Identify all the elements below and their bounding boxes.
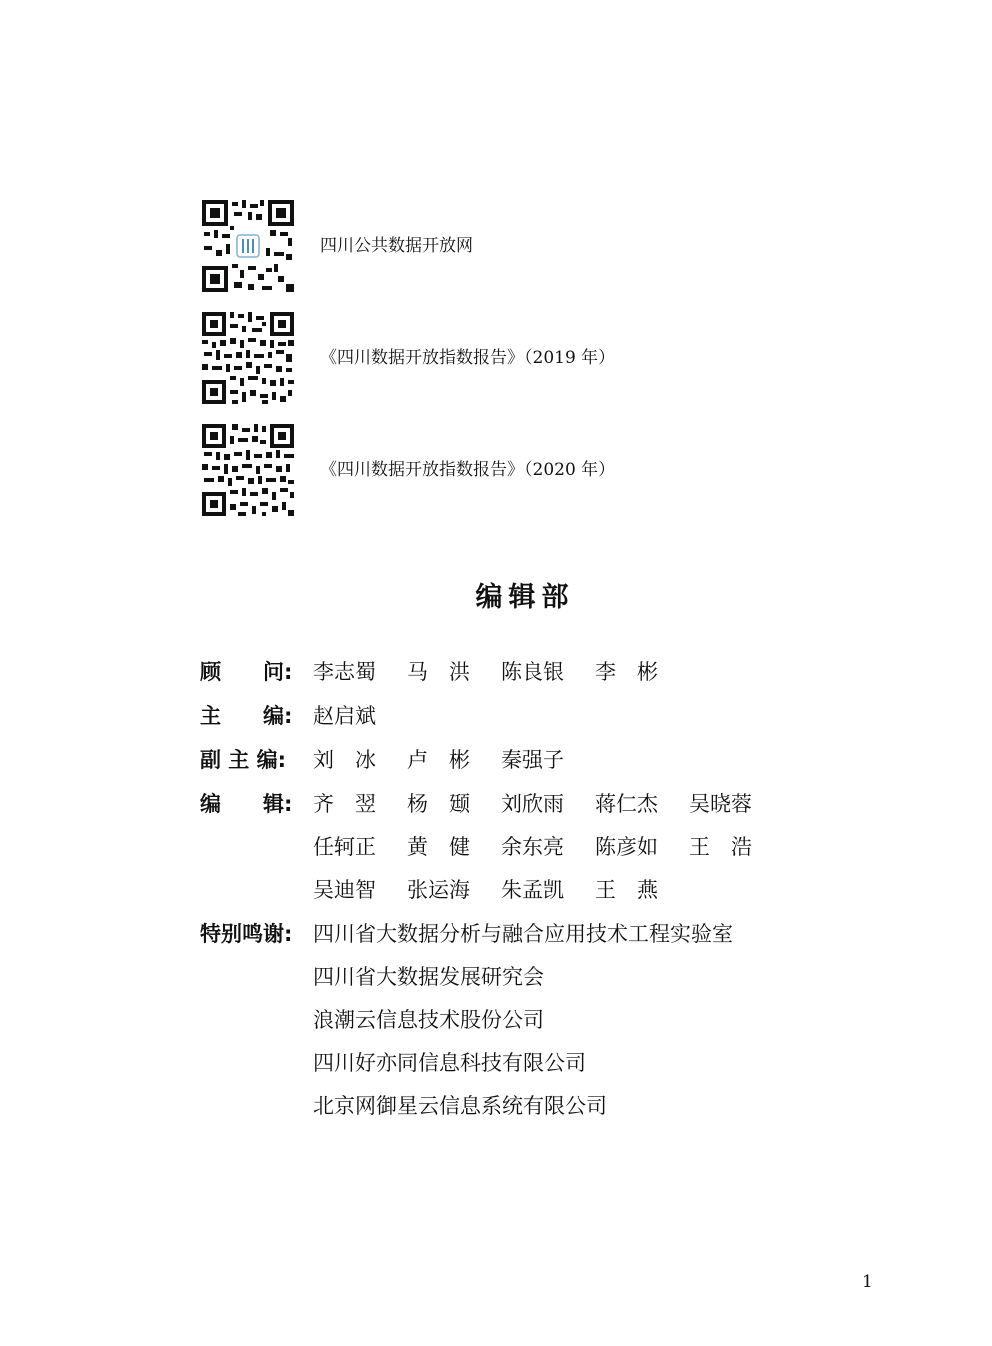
editor-name: 余东亮 bbox=[501, 835, 564, 859]
editor-name: 吴迪智 bbox=[313, 878, 376, 902]
acknowledged-org: 四川好亦同信息科技有限公司 bbox=[313, 1051, 586, 1075]
credits-section bbox=[200, 654, 840, 1132]
advisor-name: 李 彬 bbox=[595, 660, 658, 684]
advisors-row bbox=[200, 654, 840, 690]
deputy-editor-name: 秦强子 bbox=[501, 748, 564, 772]
qr-link-public-data[interactable] bbox=[200, 198, 840, 294]
qr-link-report-2019[interactable] bbox=[200, 310, 840, 406]
editor-name: 王 燕 bbox=[595, 878, 658, 902]
deputy-editors-label: 副 主 编: bbox=[200, 748, 287, 772]
deputy-editor-name: 刘 冰 bbox=[313, 748, 376, 772]
editor-name: 杨 颋 bbox=[407, 792, 470, 816]
editor-name: 刘欣雨 bbox=[501, 792, 564, 816]
acknowledged-org: 浪潮云信息技术股份公司 bbox=[313, 1008, 544, 1032]
chief-editor-name: 赵启斌 bbox=[313, 704, 376, 728]
acknowledged-org: 四川省大数据分析与融合应用技术工程实验室 bbox=[313, 922, 733, 946]
qr-code-icon[interactable] bbox=[200, 422, 296, 518]
editor-name: 王 浩 bbox=[689, 835, 752, 859]
qr-link-label[interactable]: 《四川数据开放指数报告》（2019 年） bbox=[320, 348, 616, 368]
editor-name: 黄 健 bbox=[407, 835, 470, 859]
advisor-name: 陈良银 bbox=[501, 660, 564, 684]
editor-name: 朱孟凯 bbox=[501, 878, 564, 902]
advisor-name: 马 洪 bbox=[407, 660, 470, 684]
page-number: 1 bbox=[862, 1272, 873, 1292]
editor-name: 齐 翌 bbox=[313, 792, 376, 816]
editor-name: 蒋仁杰 bbox=[595, 792, 658, 816]
acknowledgements-label: 特别鸣谢: bbox=[200, 922, 293, 946]
acknowledged-org: 四川省大数据发展研究会 bbox=[313, 965, 544, 989]
deputy-editors-row bbox=[200, 742, 840, 778]
qr-code-icon[interactable] bbox=[200, 198, 296, 294]
editor-name: 张运海 bbox=[407, 878, 470, 902]
editors-row bbox=[200, 786, 840, 908]
acknowledgements-row bbox=[200, 916, 840, 1124]
chief-editor-label: 主 编: bbox=[200, 704, 293, 728]
acknowledged-org: 北京网御星云信息系统有限公司 bbox=[313, 1094, 607, 1118]
advisors-label: 顾 问: bbox=[200, 660, 293, 684]
chief-editor-row bbox=[200, 698, 840, 734]
editor-name: 吴晓蓉 bbox=[689, 792, 752, 816]
deputy-editor-name: 卢 彬 bbox=[407, 748, 470, 772]
qr-code-icon[interactable] bbox=[200, 310, 296, 406]
editorial-title: 编辑部 bbox=[475, 582, 575, 613]
qr-link-label[interactable]: 《四川数据开放指数报告》（2020 年） bbox=[320, 460, 616, 480]
editor-name: 任轲正 bbox=[313, 835, 376, 859]
qr-link-report-2020[interactable] bbox=[200, 422, 840, 518]
editor-name: 陈彦如 bbox=[595, 835, 658, 859]
advisor-name: 李志蜀 bbox=[313, 660, 376, 684]
qr-link-label[interactable]: 四川公共数据开放网 bbox=[320, 236, 473, 256]
editors-label: 编 辑: bbox=[200, 792, 293, 816]
